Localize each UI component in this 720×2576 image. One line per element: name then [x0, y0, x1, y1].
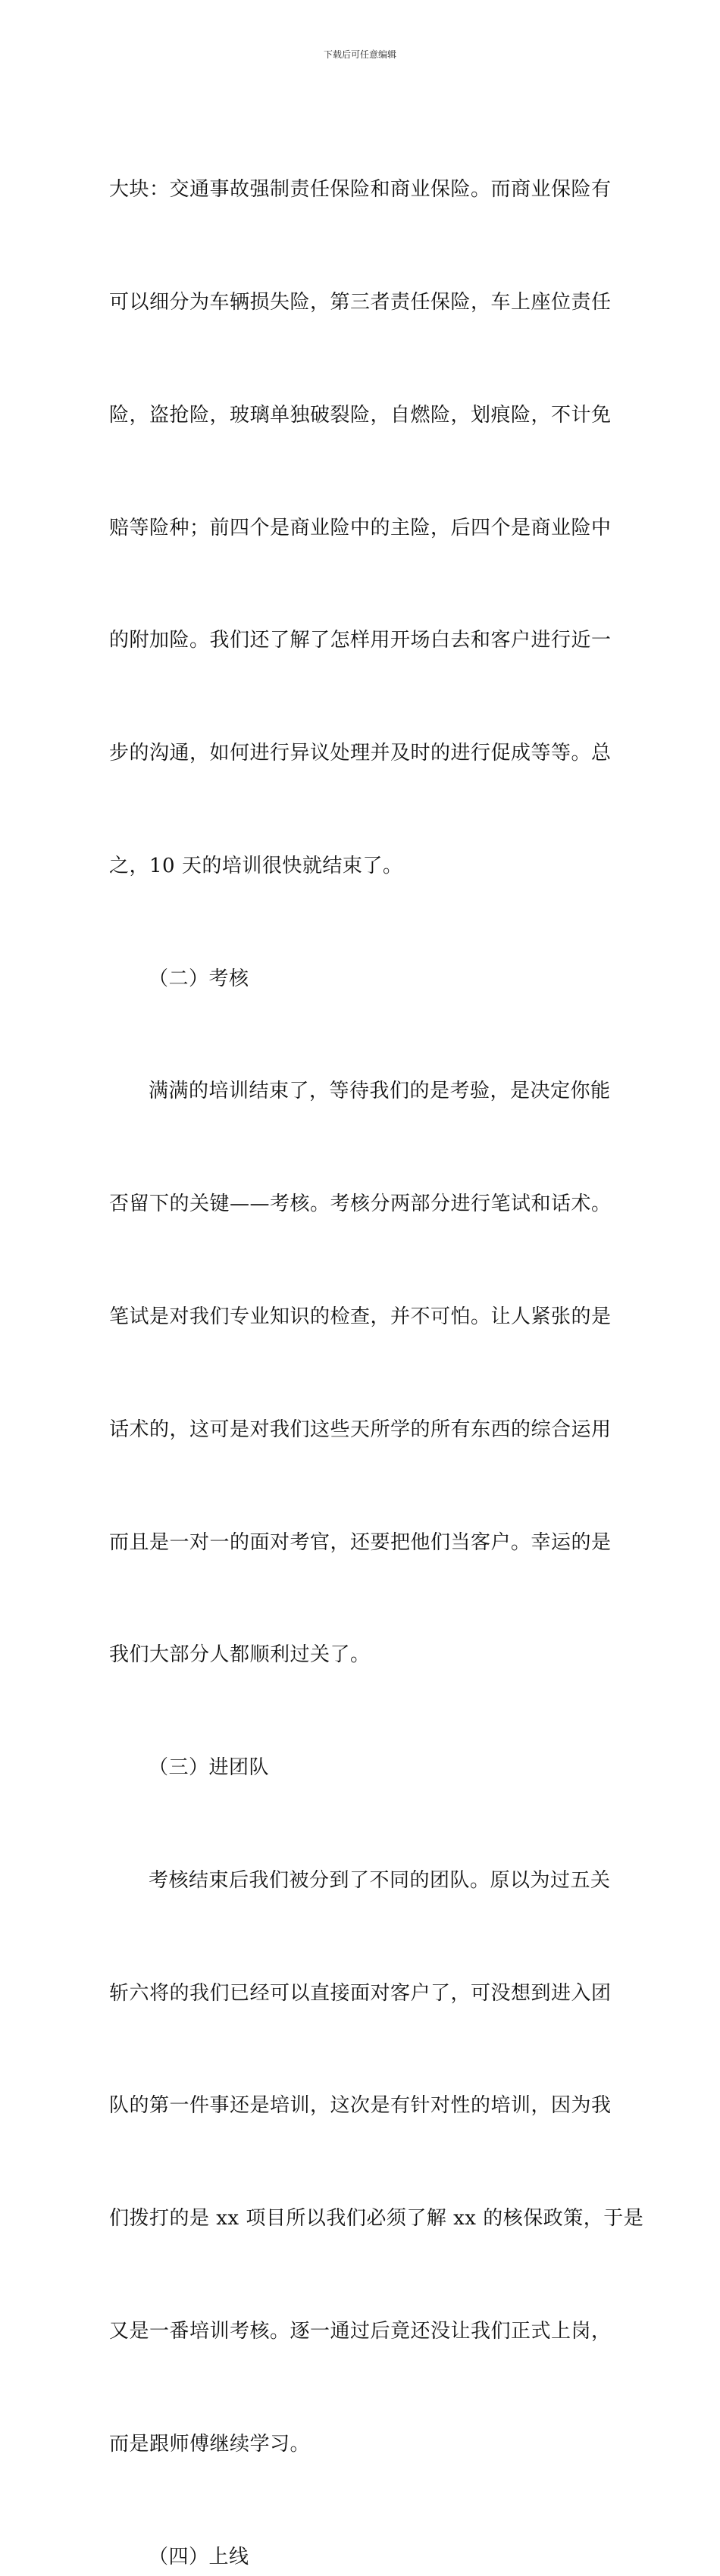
paragraph-assessment [109, 998, 617, 1749]
text-line: 话术的，这可是对我们这些天所学的所有东西的综合运用 [109, 1418, 612, 1441]
text-line: 赔等险种；前四个是商业险中的主险，后四个是商业险中 [109, 516, 612, 539]
section-heading-online: （四）上线 [149, 2545, 249, 2568]
text-line: 大块：交通事故强制责任保险和商业保险。而商业保险有 [109, 178, 612, 202]
section-heading-team: （三）进团队 [149, 1756, 270, 1780]
text-line: 之，10 天的培训很快就结束了。 [109, 854, 403, 877]
section-heading-assessment: （二）考核 [149, 967, 249, 990]
text-line: 队的第一件事还是培训，这次是有针对性的培训，因为我 [109, 2094, 612, 2118]
text-line: 斩六将的我们已经可以直接面对客户了，可没想到进入团 [109, 1981, 612, 2005]
text-line: 险，盗抢险，玻璃单独破裂险，自燃险，划痕险，不计免 [109, 403, 612, 427]
paragraph-team [109, 1787, 644, 2539]
document-body [109, 96, 644, 2576]
text-line: 否留下的关键——考核。考核分两部分进行笔试和话术。 [109, 1193, 612, 1216]
text-line: 又是一番培训考核。逐一通过后竟还没让我们正式上岗， [109, 2320, 612, 2343]
text-line: 笔试是对我们专业知识的检查，并不可怕。让人紧张的是 [109, 1305, 612, 1328]
text-line: 考核结束后我们被分到了不同的团队。原以为过五关 [149, 1868, 611, 1892]
text-line: 我们大部分人都顺利过关了。 [109, 1643, 371, 1667]
text-line: 步的沟通，如何进行异议处理并及时的进行促成等等。总 [109, 742, 612, 765]
text-line: 的附加险。我们还了解了怎样用开场白去和客户进行近一 [109, 629, 612, 652]
text-line: 而是跟师傅继续学习。 [109, 2432, 311, 2456]
page-header: 下载后可任意编辑 [323, 49, 396, 60]
text-line: 们拨打的是 xx 项目所以我们必须了解 xx 的核保政策，于是 [109, 2207, 644, 2231]
paragraph-insurance-types [109, 96, 617, 961]
text-line: 满满的培训结束了，等待我们的是考验，是决定你能 [149, 1080, 611, 1103]
text-line: 而且是一对一的面对考官，还要把他们当客户。幸运的是 [109, 1530, 612, 1554]
text-line: 可以细分为车辆损失险，第三者责任保险，车上座位责任 [109, 290, 612, 314]
